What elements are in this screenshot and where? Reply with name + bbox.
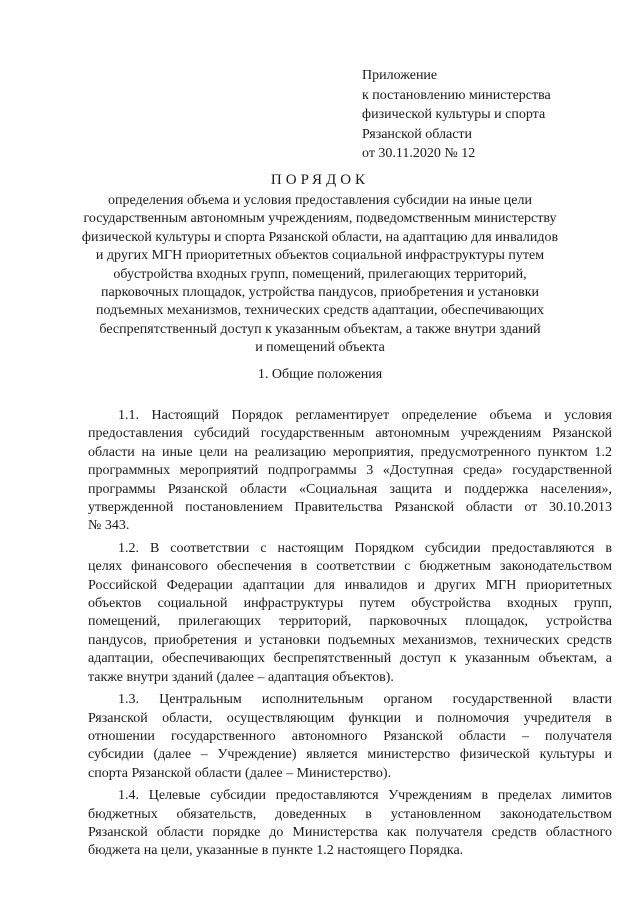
paragraph-line: субсидии (далее – Учреждение) является министерство физической культуры и bbox=[88, 747, 612, 763]
paragraph-line: бюджета на цели, указанные в пункте 1.2 настоящего Порядка. bbox=[88, 843, 464, 859]
paragraph-1-3 bbox=[88, 691, 612, 783]
section-heading: 1. Общие положения bbox=[257, 367, 383, 382]
paragraph-line: области на иные цели на реализацию мероприятия, предусмотренного пунктом 1.2 bbox=[88, 444, 612, 460]
paragraph-line: Российской Федерации адаптации для инвалидов и других МГН приоритетных bbox=[88, 577, 612, 593]
appendix-line: Рязанской области bbox=[362, 126, 473, 142]
paragraph-line: 1.4. Целевые субсидии предоставляются Учреждениям в пределах лимитов bbox=[118, 788, 612, 804]
subtitle-line: парковочных площадок, устройства пандусов, приобретения и установки bbox=[100, 285, 540, 301]
document-subtitle bbox=[80, 192, 560, 358]
paragraph-line: объектов социальной инфраструктуры путем обустройства входных групп, bbox=[88, 596, 612, 612]
paragraph-line: пандусов, приобретения и установки подъемных механизмов, технических средств bbox=[88, 632, 612, 648]
paragraph-line: Рязанской области порядке до Министерства как получателя средств областного bbox=[88, 824, 612, 840]
subtitle-line: и других МГН приоритетных объектов социальной инфраструктуры путем bbox=[95, 248, 545, 264]
paragraph-1-1 bbox=[88, 407, 612, 536]
subtitle-line: подъемных механизмов, технических средств адаптации, обеспечивающих bbox=[96, 303, 544, 319]
paragraph-line: № 343. bbox=[88, 518, 130, 534]
paragraph-line: 1.3. Центральным исполнительным органом государственной власти bbox=[118, 692, 612, 708]
document-title: ПОРЯДОК bbox=[270, 172, 370, 188]
paragraph-1-2 bbox=[88, 540, 612, 687]
paragraph-1-4 bbox=[88, 787, 612, 861]
subtitle-line: государственным автономным учреждениям, подведомственным министерству bbox=[83, 211, 557, 227]
appendix-line: от 30.11.2020 № 12 bbox=[362, 146, 476, 161]
document-body bbox=[88, 407, 612, 865]
paragraph-line: 1.1. Настоящий Порядок регламентирует определение объема и условия bbox=[118, 408, 612, 423]
paragraph-line: адаптации, обеспечивающих беспрепятственный доступ к указанным объектам, а bbox=[88, 651, 612, 667]
appendix-line: Приложение bbox=[362, 68, 438, 83]
paragraph-line: утвержденной постановлением Правительства Рязанской области от 30.10.2013 bbox=[88, 500, 612, 516]
paragraph-line: Рязанской области, осуществляющим функции и полномочия учредителя в bbox=[88, 710, 612, 726]
subtitle-line: определения объема и условия предоставления субсидии на иные цели bbox=[108, 193, 532, 208]
paragraph-line: программных мероприятий подпрограммы 3 «Доступная среда» государственной bbox=[88, 463, 612, 479]
appendix-line: физической культуры и спорта bbox=[362, 107, 546, 122]
paragraph-line: бюджетных обязательств, доведенных в установленном законодательством bbox=[88, 806, 612, 822]
paragraph-line: отношении государственного автономного Рязанской области – получателя bbox=[88, 728, 612, 744]
paragraph-line: предоставления субсидий государственным автономным учреждениям Рязанской bbox=[88, 426, 612, 442]
subtitle-line: обустройства входных групп, помещений, прилегающих территорий, bbox=[113, 266, 527, 282]
appendix-line: к постановлению министерства bbox=[362, 87, 551, 103]
subtitle-line: беспрепятственный доступ к указанным объектам, а также внутри зданий bbox=[99, 321, 541, 337]
paragraph-line: спорта Рязанской области (далее – Министерство). bbox=[88, 765, 392, 781]
subtitle-line: физической культуры и спорта Рязанской области, на адаптацию для инвалидов bbox=[81, 229, 559, 245]
paragraph-line: программы Рязанской области «Социальная защита и поддержка населения», bbox=[88, 481, 612, 497]
subtitle-line: и помещений объекта bbox=[255, 340, 385, 356]
paragraph-line: 1.2. В соответствии с настоящим Порядком субсидии предоставляются в bbox=[118, 540, 612, 556]
paragraph-line: помещений, прилегающих территорий, парковочных площадок, устройства bbox=[88, 614, 612, 630]
paragraph-line: целях финансового обеспечения в соответствии с бюджетным законодательством bbox=[88, 559, 612, 575]
paragraph-line: также внутри зданий (далее – адаптация объектов). bbox=[88, 669, 394, 685]
appendix-block bbox=[362, 66, 551, 164]
